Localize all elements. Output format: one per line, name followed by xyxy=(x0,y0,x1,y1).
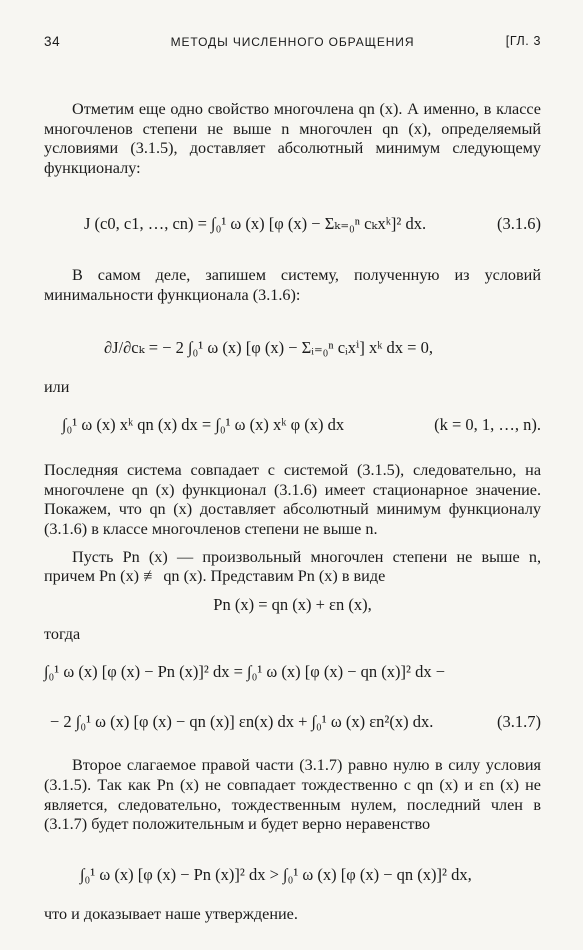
equation-system xyxy=(44,401,541,451)
paragraph-1: Отметим еще одно свойство многочлена qn (x). А именно, в классе многочленов степени не выше n многочлен qn (x), определяемый условиями (3.1.5), доставляет абсолютный минимум следующему функционалу: xyxy=(44,100,541,177)
equation-system-body: ∫₀¹ ω (x) xᵏ qn (x) dx = ∫₀¹ ω (x) xᵏ φ (x) dx xyxy=(62,415,345,435)
equation-3-1-6 xyxy=(44,200,541,250)
equation-inequality-body: ∫₀¹ ω (x) [φ (x) − Pn (x)]² dx > ∫₀¹ ω (x) [φ (x) − qn (x)]² dx, xyxy=(80,864,472,884)
word-then: тогда xyxy=(44,624,81,643)
equation-3-1-7-line-2-body: − 2 ∫₀¹ ω (x) [φ (x) − qn (x)] εn(x) dx + ∫₀¹ ω (x) εn²(x) dx. xyxy=(50,712,434,732)
equation-system-condition: (k = 0, 1, …, n). xyxy=(434,415,541,435)
equation-decomposition-body: Pn (x) = qn (x) + εn (x), xyxy=(213,594,372,614)
paragraph-4: Пусть Pn (x) — произвольный многочлен степени не выше n, причем Pn (x) ≢ qn (x). Представим Pn (x) в виде xyxy=(44,547,541,586)
chapter-marker: [ГЛ. 3 xyxy=(505,34,541,48)
running-header xyxy=(44,34,541,56)
equation-derivative-body: ∂J/∂cₖ = − 2 ∫₀¹ ω (x) [φ (x) − Σᵢ₌₀ⁿ cᵢxⁱ] xᵏ dx = 0, xyxy=(104,337,433,357)
equation-3-1-7-line-1-body: ∫₀¹ ω (x) [φ (x) − Pn (x)]² dx = ∫₀¹ ω (x) [φ (x) − qn (x)]² dx − xyxy=(44,662,446,682)
paragraph-5: Второе слагаемое правой части (3.1.7) равно нулю в силу условия (3.1.5). Так как Pn (x) не совпадает тождественно с qn (x) и εn (x) не является, следовательно, тождественным нулем, последний член в (3.1.7) будет положительным и будет верно неравенство xyxy=(44,756,541,834)
equation-decomposition xyxy=(44,595,541,617)
paragraph-3: Последняя система совпадает с системой (3.1.5), следовательно, на многочлене qn (x) функционал (3.1.6) имеет стационарное значение. Покажем, что qn (x) доставляет абсолютный минимум функционалу (3.1.6) в классе многочленов степени не выше n. xyxy=(44,461,541,538)
word-or: или xyxy=(44,377,70,396)
equation-3-1-7-line-2 xyxy=(44,700,541,746)
running-title: МЕТОДЫ ЧИСЛЕННОГО ОБРАЩЕНИЯ xyxy=(170,35,415,49)
equation-3-1-7-line-1 xyxy=(44,650,541,694)
page-number: 34 xyxy=(44,34,61,49)
equation-3-1-6-body: J (c0, c1, …, cn) = ∫₀¹ ω (x) [φ (x) − Σₖ₌₀ⁿ cₖxᵏ]² dx. xyxy=(84,214,427,234)
equation-label-3-1-7: (3.1.7) xyxy=(497,712,541,732)
equation-label-3-1-6: (3.1.6) xyxy=(497,214,541,234)
equation-derivative xyxy=(44,320,541,376)
equation-inequality xyxy=(44,849,541,901)
paragraph-2: В самом деле, запишем систему, полученную из условий минимальности функционала (3.1.6): xyxy=(44,266,541,304)
paragraph-6: что и доказывает наше утверждение. xyxy=(44,904,298,923)
